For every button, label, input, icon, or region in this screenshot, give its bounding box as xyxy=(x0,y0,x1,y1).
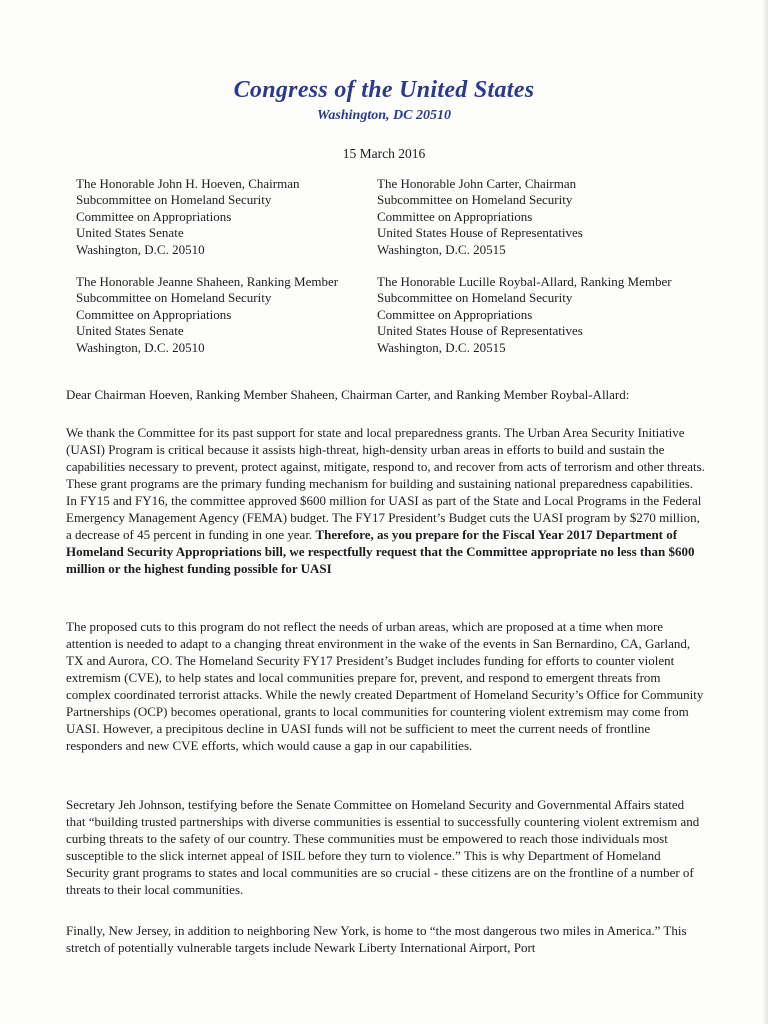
addressee-line: The Honorable Lucille Roybal-Allard, Ranking Member xyxy=(377,274,672,289)
addressee-line: The Honorable Jeanne Shaheen, Ranking Member xyxy=(76,274,339,289)
addressee-line: Committee on Appropriations xyxy=(76,306,232,322)
addressee-line: The Honorable John H. Hoeven, Chairman xyxy=(76,176,300,191)
page-edge xyxy=(762,0,768,1024)
letterhead xyxy=(0,76,768,126)
addressee-line: Subcommittee on Homeland Security xyxy=(377,290,573,306)
addressee-block xyxy=(377,274,672,356)
addressee-line: Committee on Appropriations xyxy=(377,208,533,224)
addressee-line: Washington, D.C. 20510 xyxy=(76,241,205,257)
paragraph: Secretary Jeh Johnson, testifying before the Senate Committee on Homeland Security and Governmental Affairs stated that “building trusted partnerships with diverse communities is essential to successfully countering violent extremism and curbing threats to the safety of our country. These communities must be empowered to reach those individuals most susceptible to the slick internet appeal of ISIL before they turn to violence.” This is why Department of Homeland Security grant programs to states and local communities are so crucial - these citizens are on the frontline of a number of threats to their local communities. xyxy=(66,797,700,897)
letter-date: 15 March 2016 xyxy=(342,146,426,161)
addressee-block xyxy=(76,274,338,356)
paragraph: Finally, New Jersey, in addition to neighboring New York, is home to “the most dangerous two miles in America.” This stretch of potentially vulnerable targets include Newark Liberty International Airport, Port xyxy=(66,923,687,955)
letterhead-title: Congress of the United States xyxy=(233,77,535,103)
addressee-line: Washington, D.C. 20515 xyxy=(377,339,506,355)
addressee-line: Washington, D.C. 20515 xyxy=(377,241,506,257)
addressee-line: Committee on Appropriations xyxy=(76,208,232,224)
addressee-line: Subcommittee on Homeland Security xyxy=(76,290,272,306)
addressee-block xyxy=(76,176,299,258)
addressee-line: United States Senate xyxy=(76,225,184,241)
addressee-line: United States House of Representatives xyxy=(377,225,583,241)
addressee-line: Committee on Appropriations xyxy=(377,306,533,322)
funding-request: Therefore, as you prepare for the Fiscal Year 2017 Department of Homeland Security Appropriations bill, we respectfully request that the Committee appropriate no less than $600 million or the highest funding possible for UASI xyxy=(66,527,695,576)
addressee-line: Subcommittee on Homeland Security xyxy=(377,192,573,208)
letterhead-city: Washington, DC 20510 xyxy=(317,108,451,123)
paragraph-text: We thank the Committee for its past support for state and local preparedness grants. The Urban Area Security Initiative (UASI) Program is critical because it assists high-threat, high-density urban areas in efforts to build and sustain the capabilities necessary to prevent, protect against, mitigate, respond to, and recover from acts of terrorism and other threats. These grant programs are the primary funding mechanism for building and sustaining national preparedness capabilities. In FY15 and FY16, the committee approved $600 million for UASI as part of the State and Local Programs in the Federal Emergency Management Agency (FEMA) budget. The FY17 President’s Budget cuts the UASI program by $270 million, a decrease of 45 percent in funding in one year. xyxy=(66,425,705,542)
addressee-block xyxy=(377,176,583,258)
addressee-line: United States House of Representatives xyxy=(377,323,583,339)
addressee-line: United States Senate xyxy=(76,323,184,339)
addressee-line: Washington, D.C. 20510 xyxy=(76,339,205,355)
addressee-line: Subcommittee on Homeland Security xyxy=(76,192,272,208)
paragraph: The proposed cuts to this program do not reflect the needs of urban areas, which are proposed at a time when more attention is needed to adapt to a changing threat environment in the wake of the events in San Bernardino, CA, Garland, TX and Aurora, CO. The Homeland Security FY17 President’s Budget includes funding for efforts to counter violent extremism (CVE), to help states and local communities prepare for, prevent, and respond to emergent threats from complex coordinated terrorist attacks. While the newly created Department of Homeland Security’s Office for Community Partnerships (OCP) becomes operational, grants to local communities for countering violent extremism may come from UASI. However, a precipitous decline in UASI funds will not be sufficient to meet the current needs of frontline responders and new CVE efforts, which would cause a gap in our capabilities. xyxy=(66,619,704,753)
addressee-line: The Honorable John Carter, Chairman xyxy=(377,176,577,191)
paragraph xyxy=(66,424,706,577)
salutation: Dear Chairman Hoeven, Ranking Member Shaheen, Chairman Carter, and Ranking Member Roybal-Allard: xyxy=(66,387,630,402)
